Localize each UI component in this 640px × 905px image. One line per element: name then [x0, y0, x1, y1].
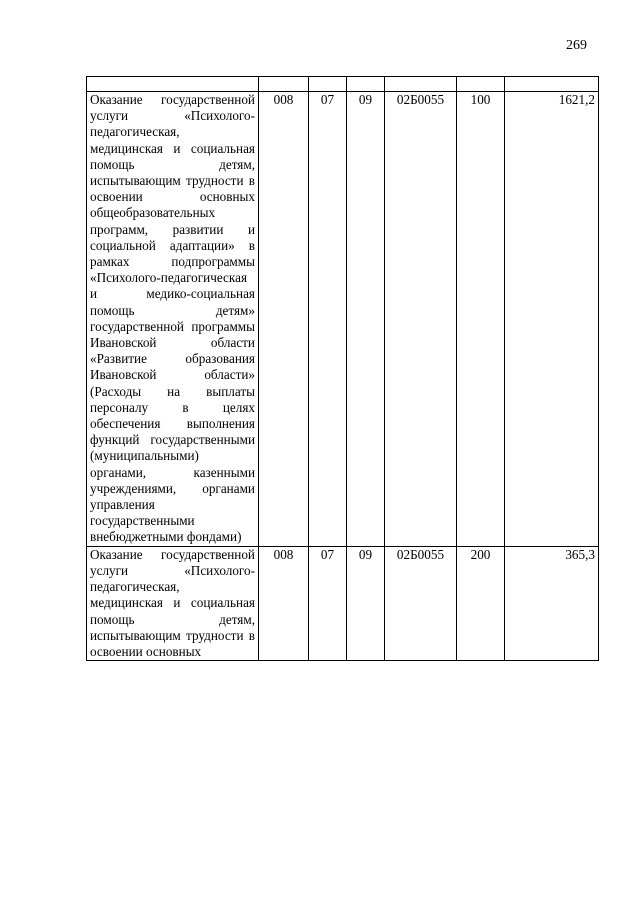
- table-header-row: [87, 77, 599, 92]
- page-number: 269: [566, 38, 587, 53]
- row-section-code: 07: [309, 92, 347, 547]
- row-amount: 365,3: [505, 546, 599, 660]
- row-target-article: 02Б0055: [385, 92, 457, 547]
- header-cell: [457, 77, 505, 92]
- header-cell: [309, 77, 347, 92]
- row-description: Оказание государственной услуги «Психолого-педагогическая, медицинская и социальная помощь детям, испытывающим трудности в освоении основных общеобразовательных программ, развитии и социальной адаптации» в рамках подпрограммы «Психолого-педагогическая и медико-социальная помощь детям» государственной программы Ивановской области «Развитие образования Ивановской области» (Расходы на выплаты персоналу в целях обеспечения выполнения функций государственными (муниципальными) органами, казенными учреждениями, органами управления государственными внебюджетными фондами): [87, 92, 259, 547]
- table-row: [87, 546, 599, 660]
- row-amount: 1621,2: [505, 92, 599, 547]
- row-expense-type: 200: [457, 546, 505, 660]
- row-ministry-code: 008: [259, 92, 309, 547]
- row-subsection-code: 09: [347, 92, 385, 547]
- header-cell: [347, 77, 385, 92]
- row-expense-type: 100: [457, 92, 505, 547]
- header-cell: [87, 77, 259, 92]
- header-cell: [385, 77, 457, 92]
- row-subsection-code: 09: [347, 546, 385, 660]
- row-target-article: 02Б0055: [385, 546, 457, 660]
- table-row: [87, 92, 599, 547]
- budget-table: [86, 76, 599, 661]
- row-description: Оказание государственной услуги «Психолого-педагогическая, медицинская и социальная помощь детям, испытывающим трудности в освоении основных: [87, 546, 259, 660]
- row-ministry-code: 008: [259, 546, 309, 660]
- header-cell: [505, 77, 599, 92]
- header-cell: [259, 77, 309, 92]
- row-section-code: 07: [309, 546, 347, 660]
